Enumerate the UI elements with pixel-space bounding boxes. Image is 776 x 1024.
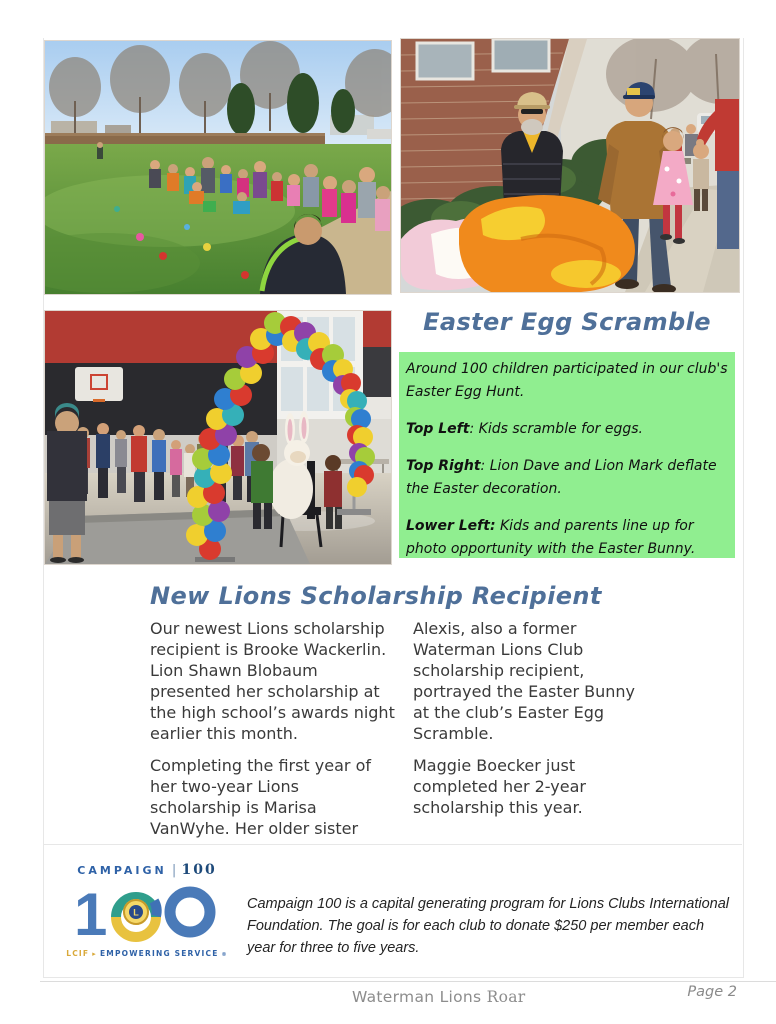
caption-top-left xyxy=(406,418,728,441)
section-divider xyxy=(44,844,742,845)
deflate-decoration-illustration xyxy=(401,39,739,292)
easter-heading: Easter Egg Scramble xyxy=(423,308,711,336)
scholarship-column-right xyxy=(413,618,655,829)
easter-intro: Around 100 children participated in our club's Easter Egg Hunt. xyxy=(406,361,728,400)
photo-kids-scramble xyxy=(44,40,392,295)
tagline-arrow-icon: ▸ xyxy=(92,950,97,958)
caption-text: Kids scramble for eggs. xyxy=(478,421,643,437)
footer-newsletter-title xyxy=(352,988,526,1006)
caption-label: Top Right xyxy=(406,458,481,474)
campaign-100-rings xyxy=(72,879,222,943)
scholarship-paragraph: Maggie Boecker just completed her 2-year scholarship this year. xyxy=(413,756,586,817)
caption-text: Lion Dave and Lion Mark deflate the Easter decoration. xyxy=(406,458,717,497)
caption-text: Kids and parents line up for photo opportunity with the Easter Bunny. xyxy=(406,518,696,557)
scholarship-heading: New Lions Scholarship Recipient xyxy=(150,582,602,610)
caption-colon: : xyxy=(469,421,479,437)
footer-title-serif: Roar xyxy=(486,988,526,1006)
caption-label: Lower Left: xyxy=(406,518,496,534)
big-number-one: 1 xyxy=(74,881,108,943)
photo-bunny-line-up xyxy=(44,310,392,565)
caption-colon: : xyxy=(480,458,490,474)
scholarship-column-left xyxy=(150,618,395,850)
campaign-caption: Campaign 100 is a capital generating program for Lions Clubs International Foundation. The goal is for each club to donate $250 per member each year for three to five years. xyxy=(247,895,730,956)
campaign-100-figure xyxy=(72,879,222,947)
page-number: Page 2 xyxy=(687,984,737,1000)
wordmark-number: 100 xyxy=(181,862,217,878)
tagline-text: EMPOWERING SERVICE xyxy=(99,949,219,958)
easter-caption-box xyxy=(399,352,735,558)
campaign-100-wordmark xyxy=(77,862,216,878)
caption-label: Top Left xyxy=(406,421,470,437)
footer-title-main: Waterman Lions xyxy=(352,988,487,1006)
campaign-100-tagline xyxy=(66,949,228,958)
wordmark-divider: | xyxy=(171,863,177,878)
bunny-line-up-illustration xyxy=(45,311,391,564)
lions-emblem-icon xyxy=(123,899,149,925)
scholarship-paragraph: Completing the first year of her two-year Lions scholarship is Marisa VanWyhe. Her older sister xyxy=(150,756,371,838)
caption-lower-left xyxy=(406,515,728,561)
caption-top-right xyxy=(406,455,728,501)
photo-deflate-decoration xyxy=(400,38,740,293)
tagline-lcif: LCIF xyxy=(66,949,90,958)
kids-scramble-illustration xyxy=(45,41,391,294)
registered-mark: ® xyxy=(221,952,228,958)
campaign-100-logo xyxy=(58,856,236,964)
scholarship-paragraph: Alexis, also a former Waterman Lions Club scholarship recipient, portrayed the Easter Bunny at the club’s Easter Egg Scramble. xyxy=(413,619,635,743)
campaign-word: CAMPAIGN xyxy=(77,864,167,877)
footer-rule xyxy=(40,981,776,982)
scholarship-paragraph: Our newest Lions scholarship recipient is Brooke Wackerlin. Lion Shawn Blobaum presented her scholarship at the high school’s awards night earlier this month. xyxy=(150,619,395,743)
emblem-letter: L xyxy=(133,907,139,918)
